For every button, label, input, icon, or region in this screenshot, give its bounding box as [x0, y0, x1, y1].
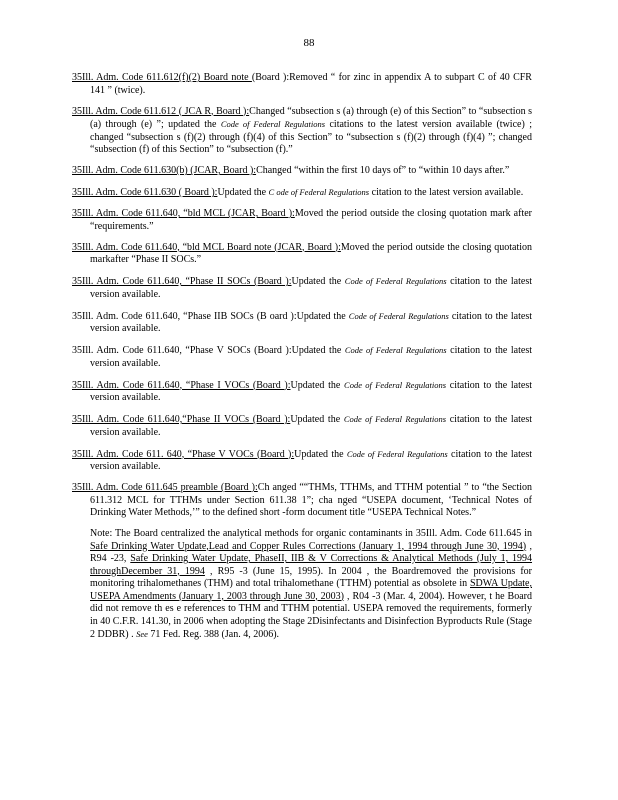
- entry-text: citation to the latest version available.: [369, 187, 524, 198]
- entry-text: Moved the period outside the closing quotation markafter “Phase II SOCs.”: [90, 241, 533, 265]
- note-rulemaking-title: Safe Drinking Water Update,Lead and Copper Rules Corrections (January 1, 1994 through June 30, 1994): [90, 540, 527, 552]
- entry-citation: 35Ill. Adm. Code 611.640, “Phase V SOCs (Board ):: [72, 345, 292, 356]
- entry-italic: C ode of Federal Regulations: [268, 187, 370, 197]
- note-text: , R95 -3 (June 15, 1995). In 2004 , the Boardremoved the provisions for monitoring trihalomethanes (THM) and total trihalomethane (TTHM) potential as obsolete in: [90, 565, 532, 589]
- entry-citation: 35Ill. Adm. Code 611.640, “bld MCL (JCAR, Board ):: [72, 208, 295, 219]
- entry-text: Ch anged ““THMs, TTHMs, and TTHM potential ” to “the Section 611.312 MCL for TTHMs under Section 611.38 1”; cha nged “USEPA document, ‘Technical Notes of Drinking Water Methods,’” to the defined short -form document title “USEPA Technical Notes.”: [90, 482, 532, 518]
- entry-citation: 35Ill. Adm. Code 611.612(f)(2) Board note: [72, 72, 252, 83]
- entry-italic: Code of Federal Regulations: [348, 310, 449, 321]
- entry-text: Changed “subsection s (a) through (e) of this Section” to “subsection s (a) through (e) ”; updated the: [90, 105, 532, 130]
- amendment-entry: [72, 242, 532, 267]
- amendment-entry: [72, 448, 532, 474]
- note-text: Note: The Board centralized the analytical methods for organic contaminants in 35Ill. Adm. Code 611.645 in: [90, 528, 532, 539]
- entry-italic: Code of Federal Regulations: [344, 379, 447, 390]
- amendment-entry: [72, 186, 532, 200]
- entry-citation: 35Ill. Adm. Code 611.645 preamble (Board ):: [72, 482, 258, 493]
- entry-citation: 35Ill. Adm. Code 611.640, “bld MCL Board note (JCAR, Board ):: [72, 241, 341, 253]
- entry-italic: Code of Federal Regulations: [343, 414, 447, 424]
- amendment-entry: [72, 208, 532, 233]
- amendment-entry: [72, 310, 532, 336]
- amendment-entry: [72, 275, 532, 301]
- entry-text: citation to the latest version available.: [90, 414, 533, 438]
- entry-text: citation to the latest version available.: [90, 345, 532, 369]
- entry-text: citations to the latest version available (twice) ; changed “subsection s (f)(2) through (f)(4) of this Section” to “subsection s (f)(2) through (f)(4) ”; changed “subsection (f) of this Section” to “subsection (f).”: [90, 119, 532, 155]
- entry-citation: 35Ill. Adm. Code 611. 640, “Phase V VOCs (Board ):: [72, 448, 295, 460]
- entry-citation: 35Ill. Adm. Code 611.612 ( JCA R, Board ):: [72, 105, 250, 117]
- entry-text: citation to the latest version available.: [90, 448, 533, 472]
- note-italic: See: [136, 629, 148, 639]
- amendment-list: [72, 72, 532, 642]
- entry-italic: Code of Federal Regulations: [344, 345, 447, 355]
- entry-text: citation to the latest version available.: [90, 379, 533, 403]
- note-text: , R94 -23,: [90, 540, 532, 564]
- entry-citation: 35Ill. Adm. Code 611.640, “Phase IIB SOCs (B oard ):: [72, 310, 297, 322]
- entry-text: Updated the: [217, 187, 269, 198]
- entry-text: Updated the: [291, 345, 345, 356]
- amendment-entry: [72, 344, 532, 370]
- entry-italic: Code of Federal Regulations: [346, 448, 448, 459]
- entry-text: citation to the latest version available.: [90, 276, 533, 300]
- amendment-entry: [72, 413, 532, 439]
- entry-citation: 35Ill. Adm. Code 611.640, “Phase I VOCs (Board ):: [72, 379, 291, 391]
- entry-text: Updated the: [296, 310, 349, 322]
- board-note: [90, 528, 532, 642]
- entry-citation: 35Ill. Adm. Code 611.630(b) (JCAR, Board ):: [72, 165, 257, 176]
- note-rulemaking-title: Safe Drinking Water Update, PhaseII, IIB & V Corrections & Analytical Methods (July 1, 1994 throughDecember 31, 1994: [90, 553, 533, 577]
- entry-text: Moved the period outside the closing quotation mark after “requirements.”: [90, 208, 532, 232]
- amendment-entry: [72, 106, 532, 157]
- note-text: , R04 -3 (Mar. 4, 2004). However, t he Board did not remove th es e references to THM and TTHM potential. USEPA removed the requirements, formerly in 40 C.F.R. 141.30, in 2006 when adopting the Stage 2Disinfectants and Disinfection Byproducts Rule (Stage 2 DDBR) .: [90, 590, 532, 640]
- entry-text: citation to the latest version available.: [90, 310, 533, 334]
- entry-text: Changed “within the first 10 days of” to “within 10 days after.”: [256, 165, 510, 176]
- entry-text: Updated the: [290, 379, 345, 391]
- entry-citation: 35Ill. Adm. Code 611.640,“Phase II VOCs (Board ):: [72, 414, 291, 425]
- entry-italic: Code of Federal Regulations: [344, 276, 447, 286]
- note-rulemaking-title: SDWA Update, USEPA Amendments (January 1, 2003 through June 30, 2003): [90, 578, 532, 602]
- entry-italic: Code of Federal Regulations: [220, 119, 326, 129]
- amendment-entry: [72, 165, 532, 178]
- amendment-entry: [72, 482, 532, 520]
- page-number: 88: [303, 37, 315, 49]
- entry-citation: 35Ill. Adm. Code 611.640, “Phase II SOCs (Board ):: [72, 276, 292, 287]
- entry-text: (Board ):Removed “ for zinc in appendix A to subpart C of 40 CFR 141 ” (twice).: [90, 72, 532, 96]
- entry-text: Updated the: [294, 448, 347, 460]
- entry-text: Updated the: [291, 276, 345, 287]
- entry-citation: 35Ill. Adm. Code 611.630 ( Board ):: [72, 187, 218, 198]
- amendment-entry: [72, 379, 532, 405]
- amendment-entry: [72, 72, 532, 97]
- entry-text: Updated the: [290, 414, 344, 425]
- note-text: 71 Fed. Reg. 388 (Jan. 4, 2006).: [147, 629, 280, 640]
